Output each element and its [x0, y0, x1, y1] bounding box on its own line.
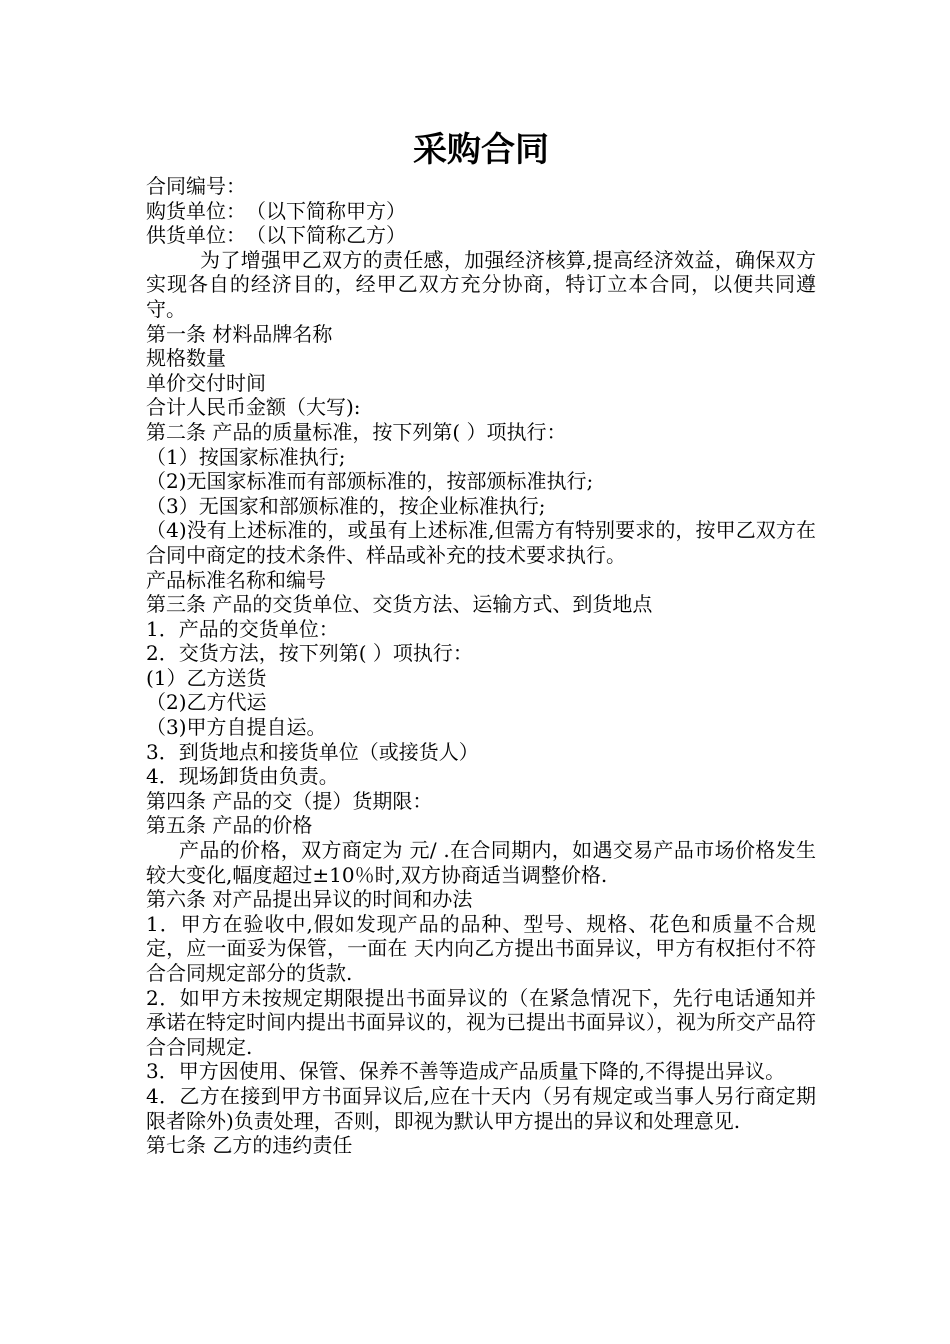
document-body — [146, 174, 816, 1158]
text-line: 第二条 产品的质量标准，按下列第( ）项执行： — [146, 419, 567, 444]
paragraph: （4)没有上述标准的，或虽有上述标准,但需方有特别要求的，按甲乙双方在合同中商定的技术条件、样品或补充的技术要求执行。 — [146, 518, 816, 567]
text-line: （3）无国家和部颁标准的，按企业标准执行; — [146, 493, 546, 518]
text-line: 第四条 产品的交（提）货期限： — [146, 788, 433, 813]
text-line: 单价交付时间 — [146, 370, 266, 395]
text-line: 3．到货地点和接货单位（或接货人） — [146, 739, 479, 764]
paragraph: 3．甲方因使用、保管、保养不善等造成产品质量下降的,不得提出异议。 — [146, 1059, 786, 1084]
text-line: 合计人民币金额（大写): — [146, 395, 361, 420]
text-line: 合同编号： — [146, 174, 246, 198]
text-line: 第一条 材料品牌名称 — [146, 321, 333, 346]
paragraph: 4．乙方在接到甲方书面异议后,应在十天内（另有规定或当事人另行商定期限者除外)负责处理，否则，即视为默认甲方提出的异议和处理意见. — [146, 1083, 816, 1133]
text-line: 产品标准名称和编号 — [146, 567, 326, 592]
text-line: 规格数量 — [146, 346, 226, 371]
text-line: （3)甲方自提自运。 — [146, 715, 327, 740]
text-line: 4．现场卸货由负责。 — [146, 764, 339, 789]
text-line: 购货单位： （以下简称甲方） — [146, 198, 406, 223]
text-line: 第五条 产品的价格 — [146, 813, 313, 838]
paragraph: 为了增强甲乙双方的责任感，加强经济核算,提高经济效益，确保双方实现各自的经济目的，经甲乙双方充分协商，特订立本合同，以便共同遵守。 — [146, 247, 816, 321]
text-line: 第六条 对产品提出异议的时间和办法 — [146, 887, 473, 912]
text-line: 2．交货方法，按下列第( ）项执行： — [146, 641, 473, 666]
text-line: （2)乙方代运 — [146, 690, 267, 715]
text-line: 供货单位： （以下简称乙方） — [146, 223, 406, 248]
text-line: 第三条 产品的交货单位、交货方法、运输方式、到货地点 — [146, 592, 653, 617]
text-line: 1．产品的交货单位： — [146, 616, 339, 641]
document-title: 采购合同 — [413, 130, 549, 170]
contract-page — [146, 126, 816, 1158]
paragraph: 1．甲方在验收中,假如发现产品的品种、型号、规格、花色和质量不合规定，应一面妥为保管，一面在 天内向乙方提出书面异议，甲方有权拒付不符合合同规定部分的货款. — [146, 911, 816, 985]
paragraph: 2．如甲方未按规定期限提出书面异议的（在紧急情况下，先行电话通知并承诺在特定时间内提出书面异议的，视为已提出书面异议），视为所交产品符合合同规定. — [146, 985, 816, 1059]
text-line: （1）按国家标准执行; — [146, 444, 346, 469]
paragraph: 产品的价格，双方商定为 元/ .在合同期内，如遇交易产品市场价格发生较大变化,幅度超过±10％时,双方协商适当调整价格. — [146, 838, 816, 887]
text-line: 第七条 乙方的违约责任 — [146, 1133, 353, 1158]
text-line: （2)无国家标准而有部颁标准的，按部颁标准执行; — [146, 469, 594, 494]
text-line: (1）乙方送货 — [146, 665, 267, 690]
